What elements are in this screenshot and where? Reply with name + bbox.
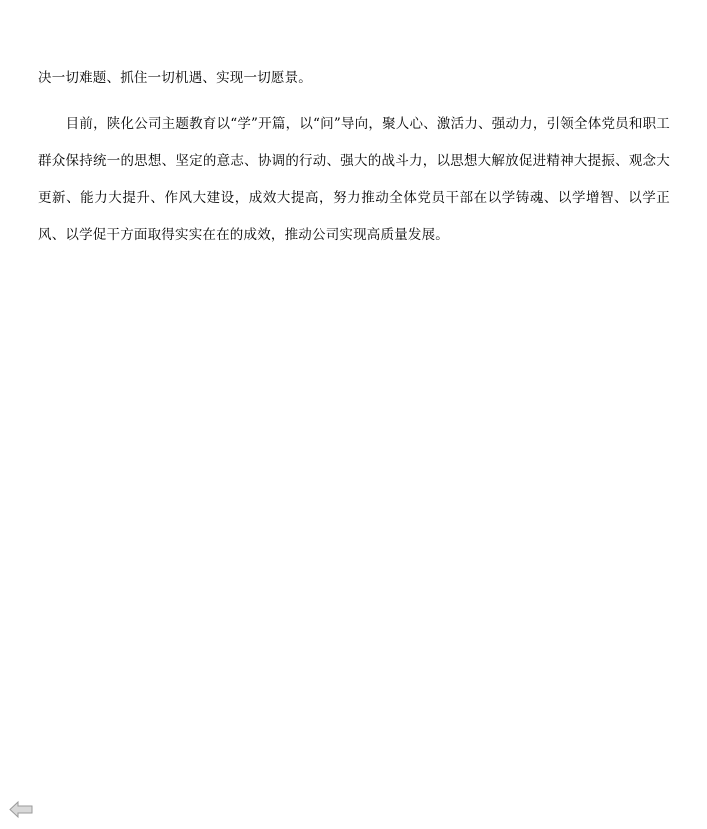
document-text-body: [38, 60, 670, 254]
back-arrow-icon[interactable]: [8, 799, 34, 821]
paragraph-continued: 决一切难题、抓住一切机遇、实现一切愿景。: [38, 70, 312, 86]
paragraph-body: 目前，陕化公司主题教育以“学”开篇，以“问”导向，聚人心、激活力、强动力，引领全体党员和职工群众保持统一的思想、坚定的意志、协调的行动、强大的战斗力，以思想大解放促进精神大提振、观念大更新、能力大提升、作风大建设，成效大提高，努力推动全体党员干部在以学铸魂、以学增智、以学正风、以学促干方面取得实实在在的成效，推动公司实现高质量发展。: [38, 116, 670, 243]
